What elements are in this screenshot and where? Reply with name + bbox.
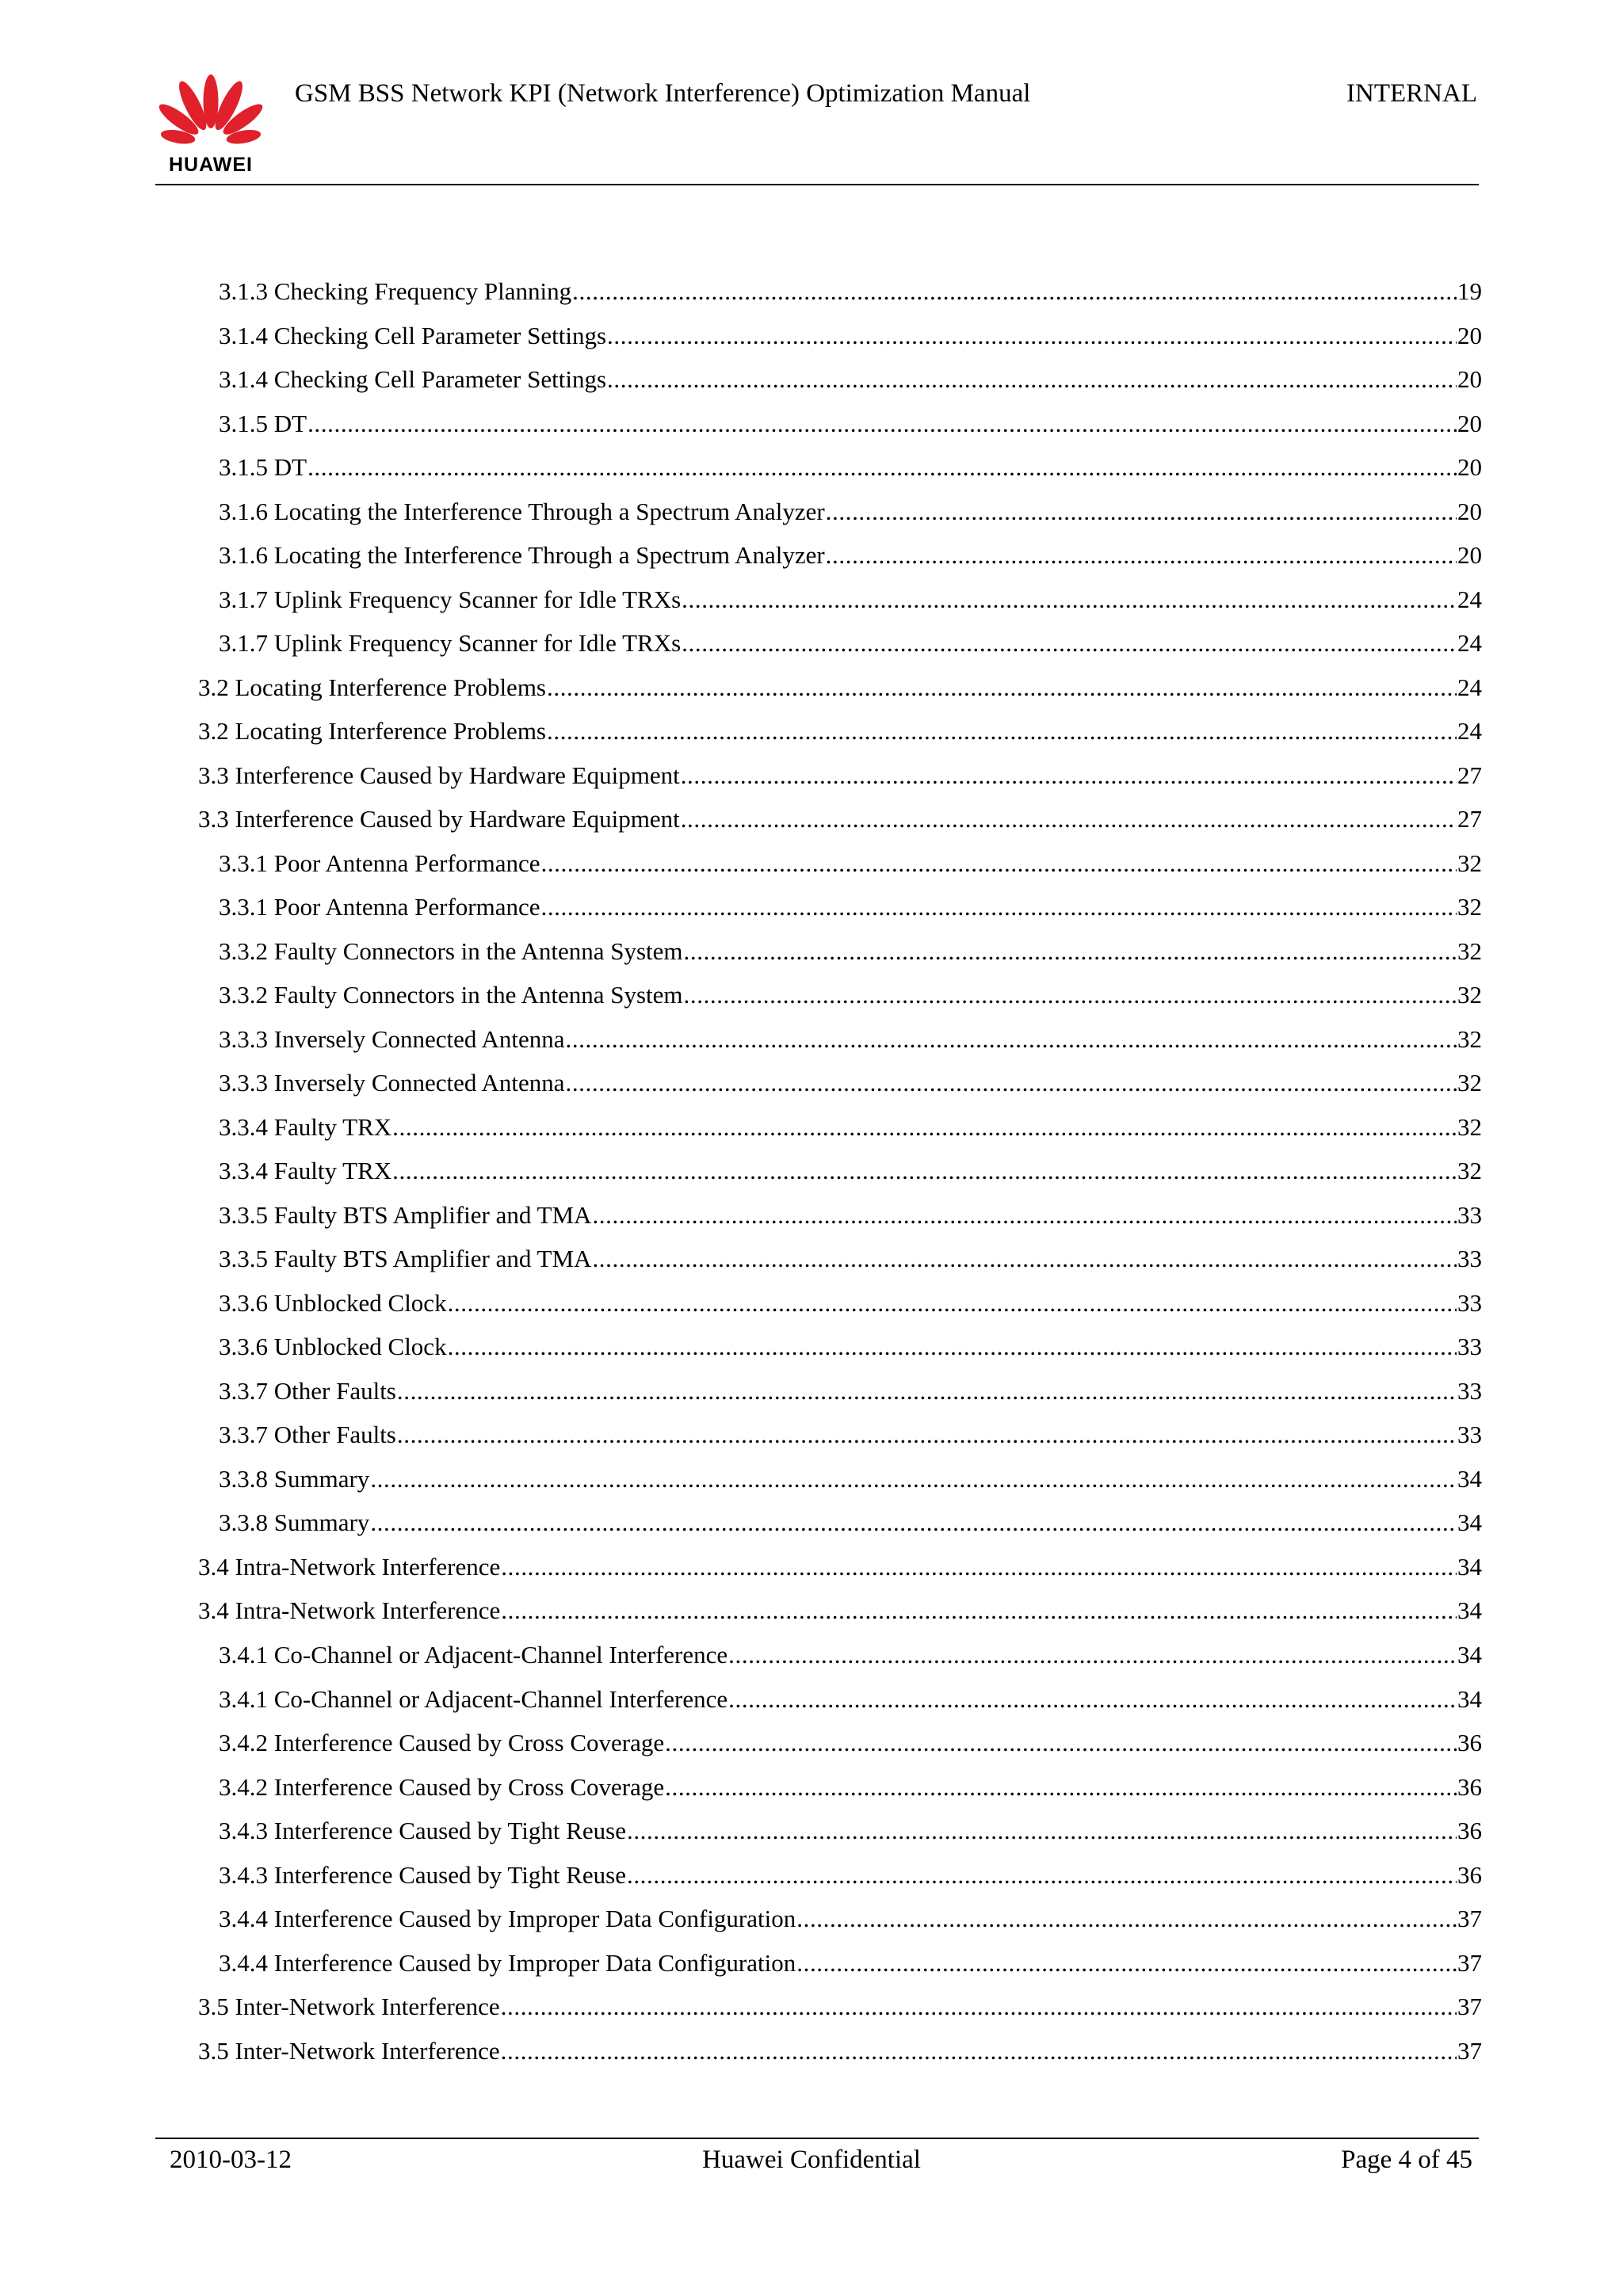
toc-entry[interactable]: [198, 1903, 1482, 1947]
toc-entry-page: 24: [1457, 673, 1482, 701]
toc-entry[interactable]: [198, 1947, 1482, 1992]
toc-entry-title: 3.4.2 Interference Caused by Cross Coverage: [219, 1729, 665, 1757]
toc-entry[interactable]: [198, 452, 1482, 496]
toc-entry[interactable]: [198, 715, 1482, 760]
toc-entry-page: 32: [1457, 936, 1482, 965]
toc-entry-title: 3.4.2 Interference Caused by Cross Coverage: [219, 1772, 665, 1801]
footer-confidentiality: Huawei Confidential: [702, 2145, 921, 2174]
toc-entry[interactable]: [198, 1815, 1482, 1859]
toc-dot-leader: [684, 979, 1457, 1011]
toc-dot-leader: [728, 1684, 1457, 1715]
toc-entry-page: 24: [1457, 717, 1482, 746]
toc-entry[interactable]: [198, 1112, 1482, 1156]
toc-entry-page: 34: [1457, 1684, 1482, 1713]
toc-entry-title: 3.4.3 Interference Caused by Tight Reuse: [219, 1817, 626, 1845]
toc-entry[interactable]: [198, 320, 1482, 364]
footer-divider: [155, 2138, 1479, 2139]
toc-entry-title: 3.3.3 Inversely Connected Antenna: [219, 1069, 565, 1097]
toc-entry-title: 3.3.7 Other Faults: [219, 1421, 396, 1449]
toc-entry-title: 3.1.5 DT: [219, 409, 307, 437]
toc-entry-title: 3.1.3 Checking Frequency Planning: [219, 277, 572, 305]
toc-dot-leader: [540, 848, 1457, 879]
toc-dot-leader: [826, 496, 1457, 528]
toc-entry-title: 3.2 Locating Interference Problems: [198, 673, 546, 701]
toc-entry[interactable]: [198, 1772, 1482, 1816]
toc-dot-leader: [540, 891, 1457, 923]
toc-entry[interactable]: [198, 1551, 1482, 1596]
toc-dot-leader: [728, 1639, 1457, 1671]
toc-entry-title: 3.4.4 Interference Caused by Improper Data Configuration: [219, 1948, 796, 1977]
toc-entry-page: 20: [1457, 365, 1482, 394]
toc-dot-leader: [397, 1375, 1457, 1407]
toc-entry-page: 24: [1457, 629, 1482, 658]
toc-entry-page: 36: [1457, 1729, 1482, 1757]
toc-entry[interactable]: [198, 1639, 1482, 1684]
toc-dot-leader: [592, 1199, 1457, 1231]
toc-dot-leader: [572, 276, 1457, 307]
toc-entry-title: 3.4 Intra-Network Interference: [198, 1596, 501, 1625]
toc-entry-title: 3.4.3 Interference Caused by Tight Reuse: [219, 1860, 626, 1889]
toc-entry-title: 3.1.6 Locating the Interference Through a Spectrum Analyzer: [219, 541, 825, 570]
toc-entry-page: 20: [1457, 453, 1482, 482]
toc-entry-page: 36: [1457, 1772, 1482, 1801]
toc-entry[interactable]: [198, 364, 1482, 408]
toc-entry-title: 3.3.6 Unblocked Clock: [219, 1333, 447, 1361]
toc-dot-leader: [681, 760, 1457, 791]
toc-entry-page: 33: [1457, 1333, 1482, 1361]
toc-entry[interactable]: [198, 627, 1482, 672]
toc-entry-page: 34: [1457, 1508, 1482, 1537]
toc-entry[interactable]: [198, 1507, 1482, 1551]
toc-dot-leader: [392, 1112, 1457, 1143]
toc-entry-page: 20: [1457, 497, 1482, 525]
footer-page-number: Page 4 of 45: [1341, 2145, 1472, 2174]
toc-entry-page: 24: [1457, 585, 1482, 613]
toc-dot-leader: [547, 672, 1457, 704]
toc-entry-title: 3.3.4 Faulty TRX: [219, 1112, 392, 1141]
toc-entry-page: 19: [1457, 277, 1482, 305]
toc-entry-page: 37: [1457, 2036, 1482, 2065]
toc-entry-page: 20: [1457, 409, 1482, 437]
toc-entry-page: 33: [1457, 1200, 1482, 1229]
toc-entry-page: 32: [1457, 893, 1482, 921]
toc-dot-leader: [307, 408, 1457, 440]
toc-dot-leader: [607, 364, 1457, 395]
huawei-logo: [158, 74, 263, 177]
toc-dot-leader: [547, 715, 1457, 747]
toc-entry-title: 3.3.7 Other Faults: [219, 1376, 396, 1405]
toc-dot-leader: [565, 1067, 1457, 1099]
toc-dot-leader: [392, 1155, 1457, 1187]
toc-entry[interactable]: [198, 1419, 1482, 1463]
toc-entry-title: 3.3.5 Faulty BTS Amplifier and TMA: [219, 1245, 592, 1273]
toc-entry-title: 3.4 Intra-Network Interference: [198, 1552, 501, 1581]
toc-entry[interactable]: [198, 1199, 1482, 1244]
toc-dot-leader: [665, 1727, 1457, 1759]
huawei-petal-icon: [158, 74, 263, 151]
toc-entry-title: 3.5 Inter-Network Interference: [198, 1993, 500, 2021]
toc-dot-leader: [307, 452, 1457, 483]
logo-wordmark: HUAWEI: [169, 154, 253, 176]
toc-entry-title: 3.3.8 Summary: [219, 1464, 370, 1493]
toc-entry[interactable]: [198, 496, 1482, 540]
toc-entry-title: 3.3 Interference Caused by Hardware Equipment: [198, 805, 680, 833]
table-of-contents: [198, 276, 1482, 2079]
toc-dot-leader: [682, 627, 1457, 659]
toc-entry-title: 3.3.3 Inversely Connected Antenna: [219, 1024, 565, 1053]
toc-entry-title: 3.3.1 Poor Antenna Performance: [219, 893, 540, 921]
toc-entry-title: 3.4.1 Co-Channel or Adjacent-Channel Interference: [219, 1640, 728, 1669]
toc-entry[interactable]: [198, 1684, 1482, 1728]
toc-entry-title: 3.3 Interference Caused by Hardware Equipment: [198, 761, 680, 789]
toc-entry-title: 3.1.4 Checking Cell Parameter Settings: [219, 321, 607, 349]
toc-entry[interactable]: [198, 1991, 1482, 2035]
toc-dot-leader: [501, 1595, 1457, 1627]
toc-dot-leader: [607, 320, 1457, 352]
toc-entry[interactable]: [198, 1243, 1482, 1287]
toc-entry[interactable]: [198, 1859, 1482, 1904]
toc-entry-page: 36: [1457, 1860, 1482, 1889]
toc-entry-title: 3.2 Locating Interference Problems: [198, 717, 546, 746]
toc-entry[interactable]: [198, 803, 1482, 848]
header-divider: [155, 184, 1479, 185]
toc-entry[interactable]: [198, 1331, 1482, 1375]
toc-dot-leader: [397, 1419, 1457, 1451]
toc-entry-page: 32: [1457, 849, 1482, 877]
toc-entry-title: 3.3.1 Poor Antenna Performance: [219, 849, 540, 877]
toc-entry-page: 34: [1457, 1596, 1482, 1625]
toc-entry-title: 3.3.2 Faulty Connectors in the Antenna System: [219, 936, 683, 965]
toc-entry-page: 33: [1457, 1288, 1482, 1317]
toc-entry-page: 34: [1457, 1464, 1482, 1493]
toc-entry-title: 3.1.5 DT: [219, 453, 307, 482]
document-title: GSM BSS Network KPI (Network Interference) Optimization Manual: [295, 79, 1031, 108]
toc-entry-page: 34: [1457, 1552, 1482, 1581]
toc-entry-title: 3.3.2 Faulty Connectors in the Antenna System: [219, 981, 683, 1009]
toc-entry[interactable]: [198, 408, 1482, 452]
toc-dot-leader: [681, 803, 1457, 835]
toc-entry[interactable]: [198, 540, 1482, 584]
toc-entry-page: 33: [1457, 1245, 1482, 1273]
toc-dot-leader: [826, 540, 1457, 571]
toc-entry-title: 3.1.6 Locating the Interference Through a Spectrum Analyzer: [219, 497, 825, 525]
toc-dot-leader: [565, 1024, 1457, 1055]
toc-entry-page: 32: [1457, 1024, 1482, 1053]
toc-entry-title: 3.1.4 Checking Cell Parameter Settings: [219, 365, 607, 394]
toc-entry-page: 32: [1457, 1157, 1482, 1185]
toc-entry[interactable]: [198, 760, 1482, 804]
toc-entry-title: 3.3.6 Unblocked Clock: [219, 1288, 447, 1317]
toc-entry-page: 20: [1457, 321, 1482, 349]
toc-entry-page: 33: [1457, 1376, 1482, 1405]
toc-entry[interactable]: [198, 1287, 1482, 1332]
toc-entry-page: 27: [1457, 805, 1482, 833]
footer-date: 2010-03-12: [170, 2145, 292, 2174]
toc-dot-leader: [627, 1859, 1457, 1891]
toc-entry[interactable]: [198, 936, 1482, 980]
toc-entry-page: 33: [1457, 1421, 1482, 1449]
toc-entry-title: 3.5 Inter-Network Interference: [198, 2036, 500, 2065]
toc-entry[interactable]: [198, 1375, 1482, 1420]
toc-entry-page: 34: [1457, 1640, 1482, 1669]
toc-entry[interactable]: [198, 2035, 1482, 2080]
toc-entry[interactable]: [198, 1024, 1482, 1068]
toc-entry-page: 32: [1457, 1112, 1482, 1141]
toc-entry-title: 3.3.5 Faulty BTS Amplifier and TMA: [219, 1200, 592, 1229]
toc-entry-page: 36: [1457, 1817, 1482, 1845]
toc-entry-title: 3.1.7 Uplink Frequency Scanner for Idle TRXs: [219, 585, 682, 613]
toc-entry[interactable]: [198, 276, 1482, 320]
toc-entry[interactable]: [198, 848, 1482, 892]
toc-entry-title: 3.4.4 Interference Caused by Improper Data Configuration: [219, 1905, 796, 1933]
toc-entry[interactable]: [198, 891, 1482, 936]
classification-label: INTERNAL: [1346, 79, 1477, 108]
toc-dot-leader: [796, 1903, 1457, 1935]
toc-dot-leader: [684, 936, 1457, 967]
toc-entry[interactable]: [198, 1067, 1482, 1112]
toc-entry-page: 37: [1457, 1993, 1482, 2021]
toc-entry-page: 32: [1457, 1069, 1482, 1097]
toc-entry-title: 3.4.1 Co-Channel or Adjacent-Channel Interference: [219, 1684, 728, 1713]
toc-entry[interactable]: [198, 1727, 1482, 1772]
toc-entry[interactable]: [198, 1155, 1482, 1199]
toc-entry-title: 3.1.7 Uplink Frequency Scanner for Idle TRXs: [219, 629, 682, 658]
toc-dot-leader: [501, 2035, 1457, 2067]
toc-dot-leader: [796, 1947, 1457, 1979]
toc-entry[interactable]: [198, 672, 1482, 716]
toc-dot-leader: [370, 1507, 1457, 1539]
toc-dot-leader: [448, 1331, 1457, 1363]
toc-entry-title: 3.3.4 Faulty TRX: [219, 1157, 392, 1185]
toc-dot-leader: [501, 1551, 1457, 1583]
toc-dot-leader: [501, 1991, 1457, 2023]
toc-entry[interactable]: [198, 1595, 1482, 1639]
toc-dot-leader: [370, 1463, 1457, 1495]
toc-dot-leader: [448, 1287, 1457, 1319]
toc-entry[interactable]: [198, 979, 1482, 1024]
toc-dot-leader: [627, 1815, 1457, 1847]
toc-entry-title: 3.3.8 Summary: [219, 1508, 370, 1537]
toc-entry[interactable]: [198, 1463, 1482, 1508]
toc-dot-leader: [665, 1772, 1457, 1803]
toc-dot-leader: [682, 584, 1457, 616]
toc-entry-page: 27: [1457, 761, 1482, 789]
toc-entry-page: 32: [1457, 981, 1482, 1009]
toc-entry-page: 20: [1457, 541, 1482, 570]
toc-entry-page: 37: [1457, 1948, 1482, 1977]
toc-entry[interactable]: [198, 584, 1482, 628]
toc-entry-page: 37: [1457, 1905, 1482, 1933]
toc-dot-leader: [592, 1243, 1457, 1275]
